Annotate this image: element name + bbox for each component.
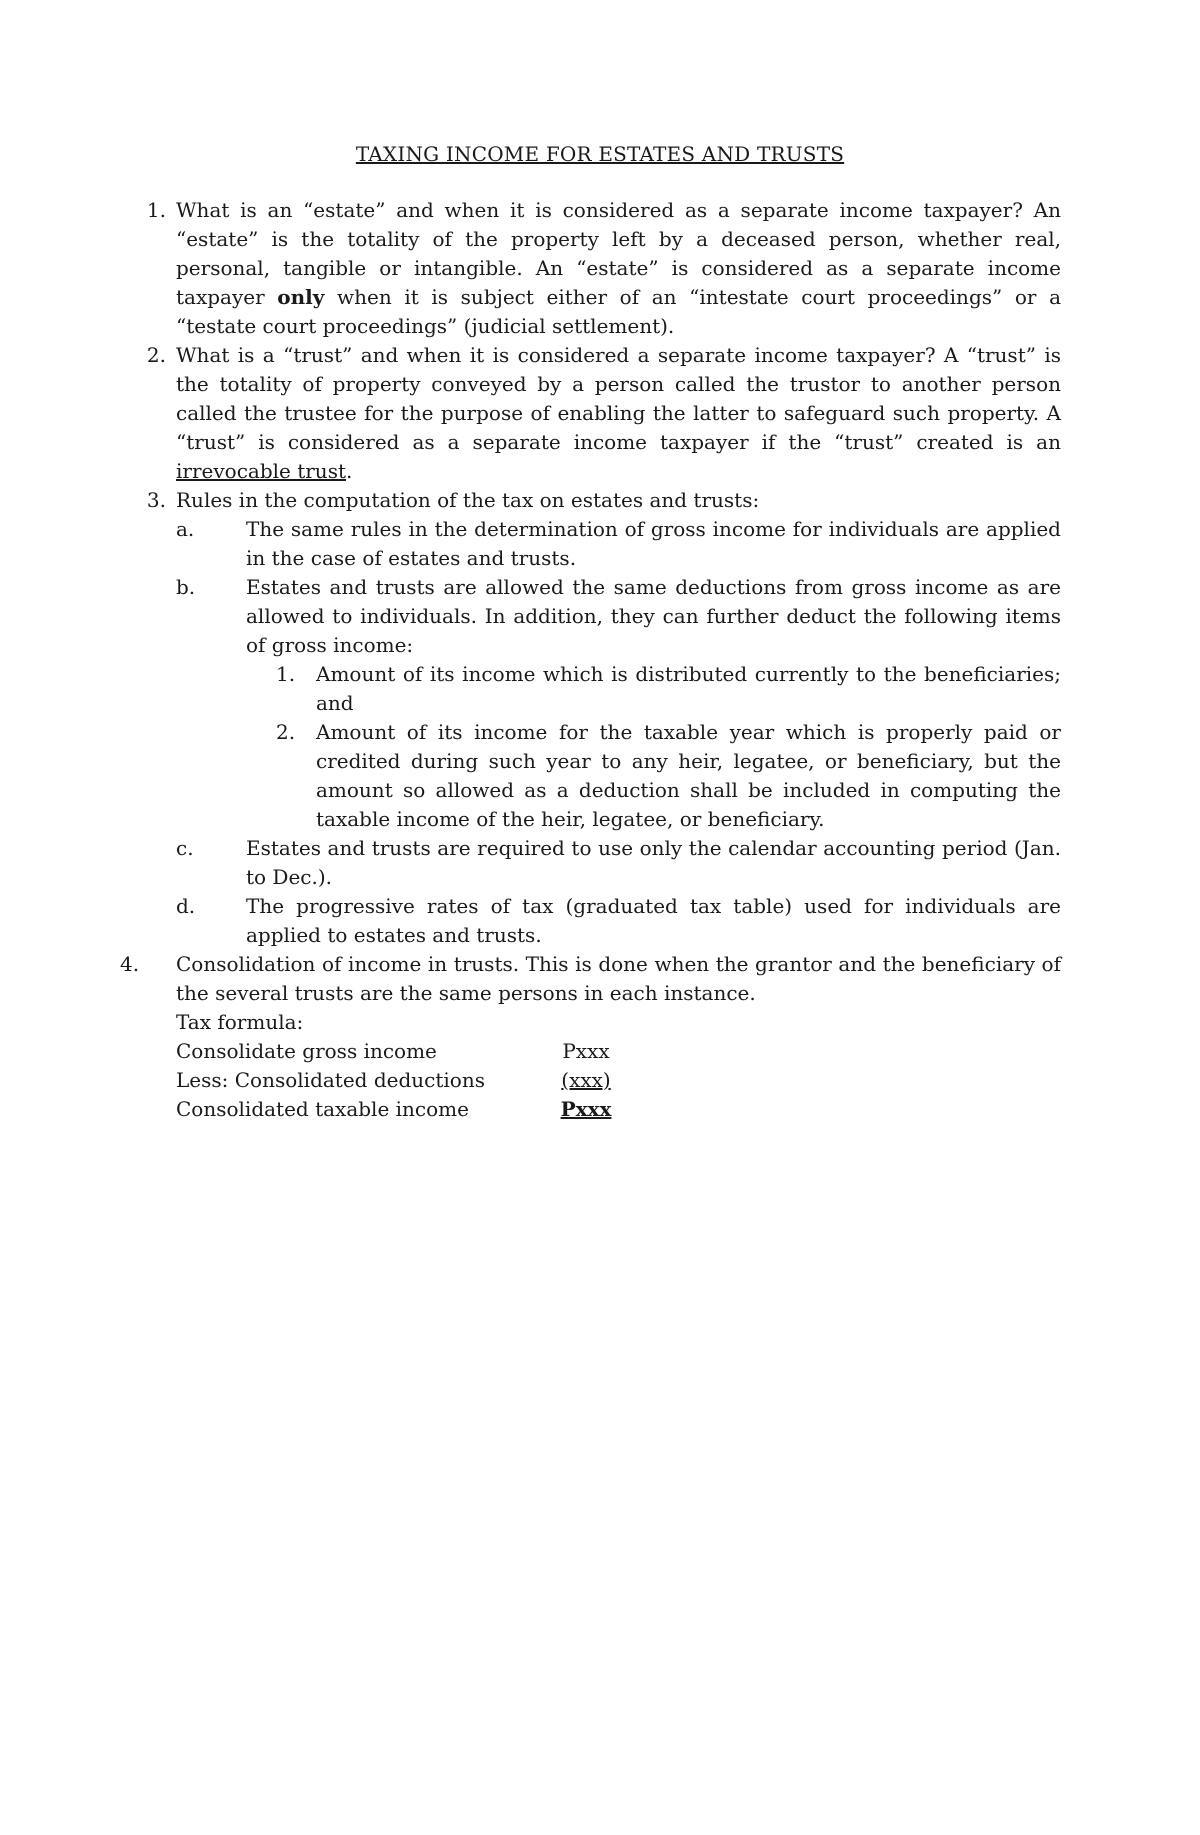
list-item-2	[120, 341, 1061, 486]
formula-row	[176, 1095, 1061, 1124]
formula-value: Pxxx	[560, 1097, 612, 1121]
item-text-after: when it is subject either of an “intestate court proceedings” or a “testate court proceedings” (judicial settlement).	[176, 285, 1061, 338]
item-number: 4.	[120, 952, 140, 976]
formula-value: (xxx)	[561, 1068, 611, 1092]
item-bold-text: only	[277, 285, 325, 309]
formula-row	[176, 1066, 1061, 1095]
sub-item-label: c.	[176, 836, 194, 860]
item-text: Rules in the computation of the tax on estates and trusts:	[176, 488, 760, 512]
formula-row	[176, 1037, 1061, 1066]
sub-item-text: The progressive rates of tax (graduated tax table) used for individuals are applied to estates and trusts.	[246, 894, 1061, 947]
sub-sub-item-2	[246, 718, 1061, 834]
item-text: What is a “trust” and when it is considered a separate income taxpayer? A “trust” is the totality of property conveyed by a person called the trustor to another person called the trustee for the purpose of enabling the latter to safeguard such property. A “trust” is considered as a separate income taxpayer if the “trust” created is an	[176, 343, 1061, 454]
sub-item-text: The same rules in the determination of gross income for individuals are applied in the case of estates and trusts.	[246, 517, 1061, 570]
sub-item-a	[176, 515, 1061, 573]
sub-sub-item-text: Amount of its income for the taxable year which is properly paid or credited during such year to any heir, legatee, or beneficiary, but the amount so allowed as a deduction shall be included in computing the taxable income of the heir, legatee, or beneficiary.	[316, 720, 1061, 831]
sub-sub-item-text: Amount of its income which is distributed currently to the beneficiaries; and	[316, 662, 1061, 715]
sub-item-label: d.	[176, 894, 196, 918]
item-number: 3.	[146, 488, 166, 512]
sub-item-d	[176, 892, 1061, 950]
item-number: 2.	[146, 343, 166, 367]
formula-label: Consolidated taxable income	[176, 1097, 469, 1121]
sub-sub-item-label: 2.	[276, 720, 296, 744]
sub-sub-item-label: 1.	[276, 662, 296, 686]
document-body	[120, 196, 1061, 1124]
sub-item-label: a.	[176, 517, 195, 541]
list-item-4	[120, 950, 1061, 1124]
sub-item-text: Estates and trusts are required to use only the calendar accounting period (Jan. to Dec.).	[246, 836, 1061, 889]
tax-formula	[176, 1037, 1061, 1124]
sub-item-text: Estates and trusts are allowed the same deductions from gross income as are allowed to individuals. In addition, they can further deduct the following items of gross income:	[246, 575, 1061, 657]
formula-label: Less: Consolidated deductions	[176, 1068, 485, 1092]
item-text-after: .	[346, 459, 353, 483]
item-text: Consolidation of income in trusts. This is done when the grantor and the beneficiary of the several trusts are the same persons in each instance.	[176, 952, 1061, 1005]
list-item-3	[120, 486, 1061, 950]
sub-item-c	[176, 834, 1061, 892]
formula-value: Pxxx	[562, 1039, 610, 1063]
item-text: What is an “estate” and when it is considered as a separate income taxpayer? An “estate” is the totality of the property left by a deceased person, whether real, personal, tangible or intangible. An “estate” is considered as a separate income taxpayer	[176, 198, 1061, 309]
sub-item-b	[176, 573, 1061, 834]
formula-label: Consolidate gross income	[176, 1039, 437, 1063]
item-underlined-text: irrevocable trust	[176, 459, 346, 483]
list-item-1	[120, 196, 1061, 341]
sub-item-label: b.	[176, 575, 196, 599]
item-number: 1.	[146, 198, 166, 222]
page-title: TAXING INCOME FOR ESTATES AND TRUSTS	[355, 142, 845, 166]
formula-heading: Tax formula:	[176, 1010, 304, 1034]
sub-sub-item-1	[246, 660, 1061, 718]
